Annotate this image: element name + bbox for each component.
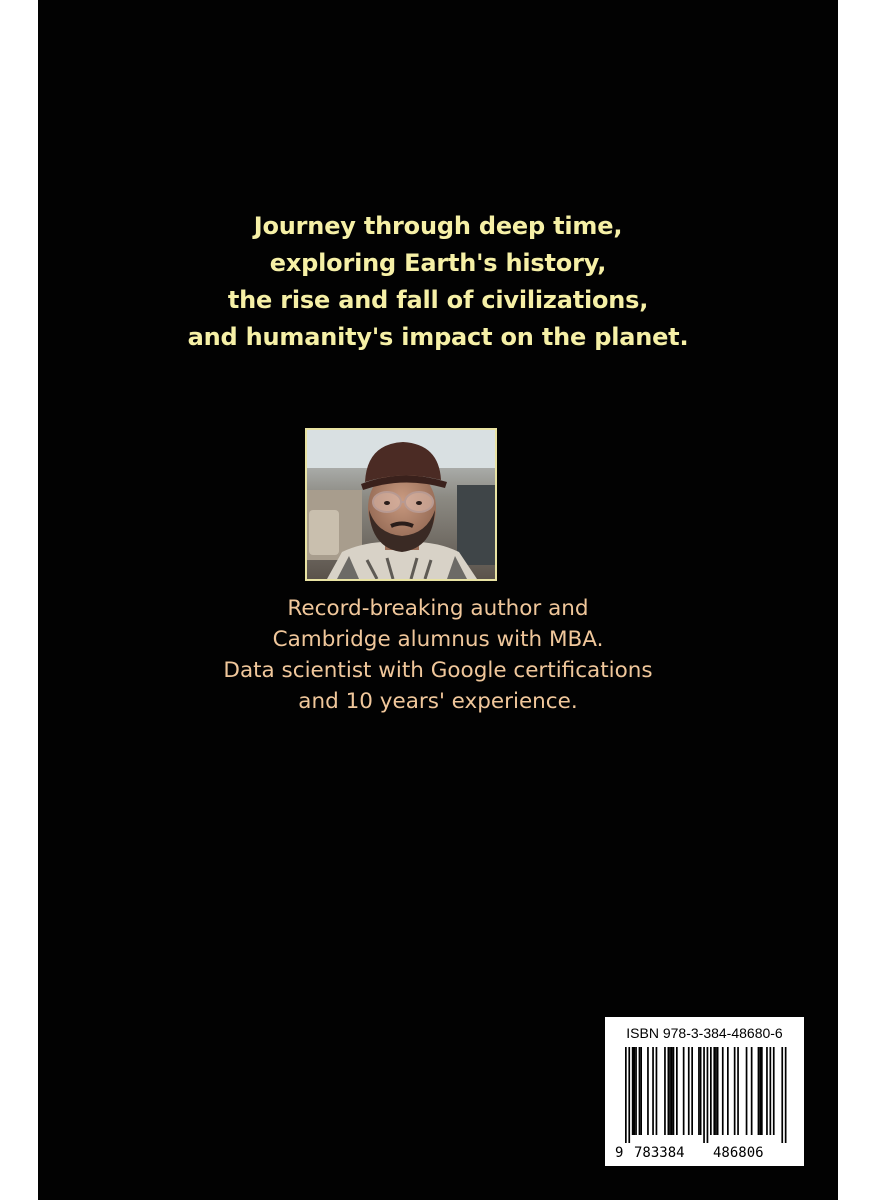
barcode-bar xyxy=(734,1047,736,1135)
barcode-bar xyxy=(698,1047,700,1135)
barcode-bar xyxy=(707,1047,709,1143)
isbn-barcode xyxy=(605,1017,804,1166)
barcode-bar xyxy=(761,1047,763,1135)
barcode-bar xyxy=(640,1047,642,1135)
barcode-bar xyxy=(751,1047,753,1135)
barcode-bar xyxy=(759,1047,761,1135)
barcode-bar xyxy=(785,1047,787,1143)
barcode-bar xyxy=(635,1047,637,1135)
barcode-bar xyxy=(781,1047,783,1143)
tagline xyxy=(38,208,838,356)
barcode-bar xyxy=(727,1047,729,1135)
barcode-bar xyxy=(737,1047,739,1135)
barcode-bar xyxy=(746,1047,748,1135)
barcode-bar xyxy=(652,1047,654,1135)
barcode-bar xyxy=(713,1047,715,1135)
author-portrait-icon xyxy=(307,430,495,579)
bio-line: Data scientist with Google certifications xyxy=(223,658,653,683)
barcode-bar xyxy=(688,1047,690,1135)
barcode-digit-group: 783384 xyxy=(634,1145,685,1161)
barcode-bar xyxy=(715,1047,717,1135)
barcode-bar xyxy=(710,1047,712,1135)
tagline-line: and humanity's impact on the planet. xyxy=(187,323,689,351)
barcode-bar xyxy=(639,1047,641,1135)
barcode-bar xyxy=(671,1047,673,1135)
barcode-bar xyxy=(717,1047,719,1135)
barcode-bar xyxy=(770,1047,772,1135)
tagline-line: Journey through deep time, xyxy=(253,212,623,240)
barcode-bar xyxy=(647,1047,649,1135)
barcode-digit-group: 9 xyxy=(615,1145,624,1161)
barcode-bar xyxy=(722,1047,724,1135)
barcode-bar xyxy=(634,1047,636,1135)
barcode-bar xyxy=(625,1047,627,1143)
bio-line: and 10 years' experience. xyxy=(298,689,578,714)
back-cover xyxy=(38,0,838,1200)
barcode-bar xyxy=(676,1047,678,1135)
barcode-bar xyxy=(758,1047,760,1135)
barcode-bars-icon xyxy=(615,1047,794,1143)
tagline-line: exploring Earth's history, xyxy=(269,249,607,277)
barcode-bar xyxy=(703,1047,705,1143)
barcode-bar xyxy=(664,1047,666,1135)
barcode-bar xyxy=(628,1047,630,1143)
barcode-bar xyxy=(673,1047,675,1135)
barcode-bar xyxy=(632,1047,634,1135)
barcode-bar xyxy=(669,1047,671,1135)
tagline-line: the rise and fall of civilizations, xyxy=(227,286,649,314)
isbn-label: ISBN 978-3-384-48680-6 xyxy=(626,1025,783,1041)
barcode-bar xyxy=(691,1047,693,1135)
barcode-digit-group: 486806 xyxy=(713,1145,764,1161)
barcode-bar xyxy=(773,1047,775,1135)
bio-line: Cambridge alumnus with MBA. xyxy=(272,627,604,652)
barcode-bar xyxy=(656,1047,658,1135)
barcode-bar xyxy=(700,1047,702,1135)
bio-line: Record-breaking author and xyxy=(287,596,589,621)
barcode-bar xyxy=(668,1047,670,1135)
barcode-digits xyxy=(615,1145,794,1161)
barcode-bar xyxy=(683,1047,685,1135)
barcode-bar xyxy=(766,1047,768,1135)
author-bio xyxy=(38,593,838,717)
author-photo xyxy=(305,428,497,581)
